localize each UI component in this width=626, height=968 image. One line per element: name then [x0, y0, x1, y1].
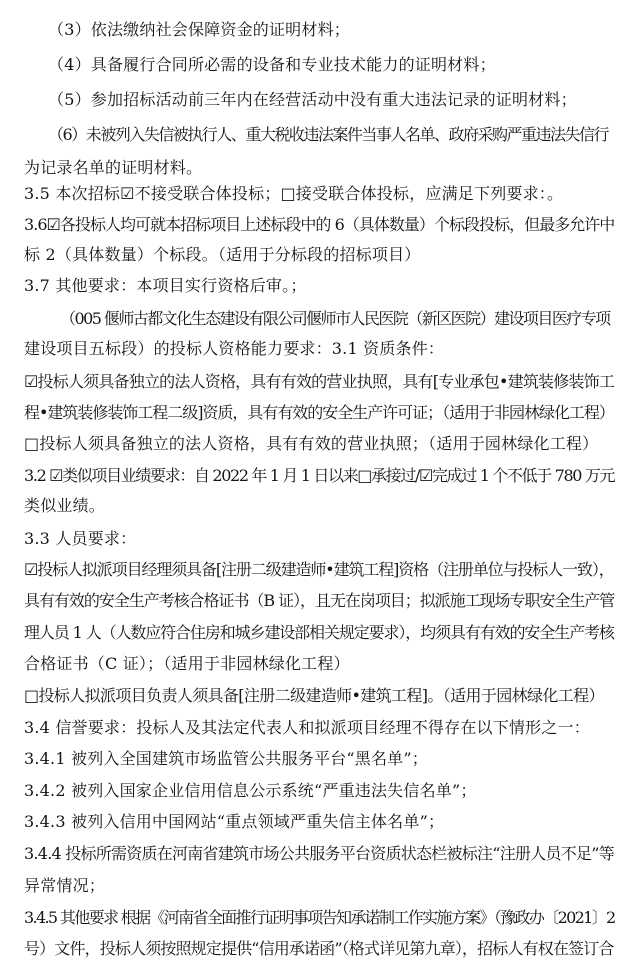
text-line: ☑投标人拟派项目经理须具备[注册二级建造师•建筑工程]资格（注册单位与投标人一致）， [24, 560, 614, 579]
text-line: 3.4.2 被列入国家企业信用信息公示系统“严重违法失信名单”； [24, 781, 477, 800]
text-line: 3.4.1 被列入全国建筑市场监管公共服务平台“黑名单”； [24, 749, 428, 768]
text-line: 号）文件，投标人须按照规定提供“信用承诺函”（格式详见第九章），招标人有权在签订合 [24, 939, 614, 958]
text-line: 3.2 ☑类似项目业绩要求：自 2022 年 1 月 1 日以来□承接过/☑完成过 1 个不低于 780 万元 [24, 466, 615, 485]
text-line: （6）未被列入失信被执行人、重大税收违法案件当事人名单、政府采购严重违法失信行 [48, 125, 609, 144]
text-line: （005 偃师古都文化生态建设有限公司偃师市人民医院（新区医院）建设项目医疗专项 [60, 309, 610, 328]
text-line: 建设项目五标段）的投标人资格能力要求：3.1 资质条件： [24, 339, 445, 358]
text-line: ☑投标人须具备独立的法人资格，具有有效的营业执照，具有[专业承包•建筑装修装饰工 [24, 372, 615, 391]
text-line: 3.4.4 投标所需资质在河南省建筑市场公共服务平台资质状态栏被标注“注册人员不足”等 [24, 844, 614, 863]
text-line: 3.4 信誉要求：投标人及其法定代表人和拟派项目经理不得存在以下情形之一： [24, 718, 590, 737]
text-line: 类似业绩。 [24, 496, 106, 515]
text-line: □投标人拟派项目负责人须具备[注册二级建造师•建筑工程]。（适用于园林绿化工程） [24, 686, 604, 705]
text-line: （5）参加招标活动前三年内在经营活动中没有重大违法记录的证明材料； [48, 90, 577, 109]
text-line: 3.4.3 被列入信用中国网站“重点领域严重失信主体名单”； [24, 812, 445, 831]
text-line: （3）依法缴纳社会保障资金的证明材料； [48, 20, 350, 39]
text-line: （4）具备履行合同所必需的设备和专业技术能力的证明材料； [48, 55, 496, 74]
text-line: 具有有效的安全生产考核合格证书（B 证），且无在岗项目；拟派施工现场专职安全生产管 [24, 591, 615, 610]
text-line: 3.7 其他要求：本项目实行资格后审。； [24, 276, 307, 295]
text-line: 理人员 1 人（人数应符合住房和城乡建设部相关规定要求），均须具有有效的安全生产考核 [24, 623, 614, 642]
text-line: 3.4.5 其他要求 根据《河南省全面推行证明事项告知承诺制工作实施方案》（豫政办〔2021〕2 [24, 908, 615, 927]
text-line: 3.6☑各投标人均可就本招标项目上述标段中的 6（具体数量）个标段投标，但最多允许中 [24, 215, 615, 234]
text-line: 标 2（具体数量）个标段。（适用于分标段的招标项目） [24, 245, 421, 264]
text-line: 3.5 本次招标☑不接受联合体投标；□接受联合体投标，应满足下列要求：。 [24, 184, 564, 203]
text-line: 为记录名单的证明材料。 [24, 158, 203, 177]
text-line: 3.3 人员要求： [24, 529, 137, 548]
text-line: 异常情况； [24, 876, 106, 895]
text-line: 合格证书（C 证）；（适用于非园林绿化工程） [24, 654, 350, 673]
text-line: □投标人须具备独立的法人资格，具有有效的营业执照；（适用于园林绿化工程） [24, 434, 599, 453]
text-line: 程•建筑装修装饰工程二级]资质，具有有效的安全生产许可证；（适用于非园林绿化工程） [24, 403, 614, 422]
